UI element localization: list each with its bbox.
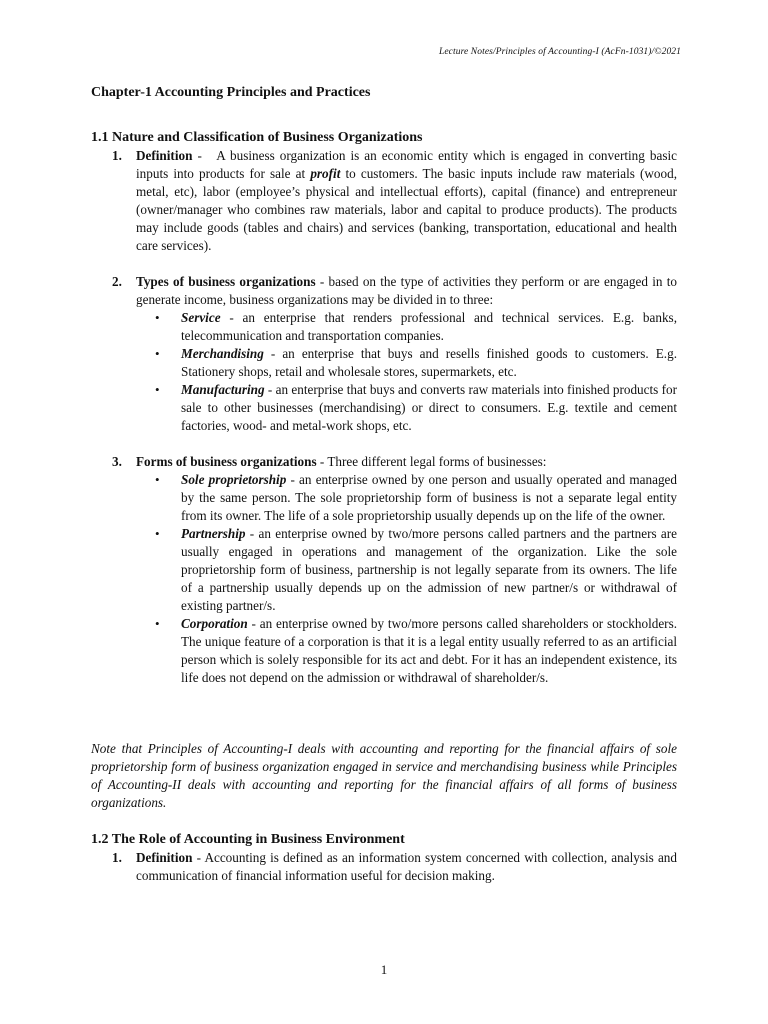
- bullet-term: Service: [181, 310, 221, 325]
- item-lead: Types of business organizations: [136, 274, 316, 289]
- item-text: Accounting is defined as an information system concerned with collection, analysis and communication of financial information useful for decision making.: [136, 850, 677, 883]
- bullet-icon: •: [155, 526, 160, 541]
- bullet-term: Manufacturing: [181, 382, 265, 397]
- bullet-partnership: [136, 525, 677, 615]
- running-header: Lecture Notes/Principles of Accounting-I (AcFn-1031)/©2021: [438, 47, 681, 57]
- section-1-2: [91, 831, 677, 885]
- bullet-service: [136, 309, 677, 345]
- bullet-icon: •: [155, 472, 160, 487]
- bullet-icon: •: [155, 310, 160, 325]
- bullet-text: - an enterprise that renders professional and technical services. E.g. banks, telecommunication and transportation companies.: [181, 310, 677, 343]
- item-lead: Definition: [136, 850, 193, 865]
- bullet-icon: •: [155, 382, 160, 397]
- item-number: 1.: [112, 850, 122, 865]
- item-separator: -: [192, 148, 217, 163]
- forms-bullet-list: [91, 471, 677, 687]
- bullet-manufacturing: [136, 381, 677, 435]
- bullet-term: Corporation: [181, 616, 248, 631]
- note-paragraph: Note that Principles of Accounting-I deals with accounting and reporting for the financial affairs of sole proprietorship form of business organization engaged in service and merchandising business while Principles of Accounting-II deals with accounting and reporting for the financial affairs of all forms of business organizations.: [91, 741, 677, 810]
- item-separator: -: [315, 274, 329, 289]
- bullet-text: - an enterprise that buys and converts raw materials into finished products for sale to other businesses (merchandising) or direct to consumers. E.g. textile and cement factories, wood- and metal-work shops, etc.: [181, 382, 677, 433]
- bullet-term: Partnership: [181, 526, 246, 541]
- bullet-text: - an enterprise that buys and resells finished goods to customers. E.g. Stationery shops, retail and wholesale stores, supermarkets, etc.: [181, 346, 677, 379]
- bullet-merchandising: [136, 345, 677, 381]
- bullet-icon: •: [155, 616, 160, 631]
- section-1-1: [91, 129, 677, 687]
- bullet-term: Merchandising: [181, 346, 264, 361]
- item-number: 1.: [112, 148, 122, 163]
- bullet-text: - an enterprise owned by one person and usually operated and managed by the same person. The sole proprietorship form of business is not a separate legal entity from its owner. The life of a sole proprietorship usually depends up on the life of the owner.: [181, 472, 678, 523]
- item-number: 3.: [112, 454, 122, 469]
- chapter-title: Chapter-1 Accounting Principles and Practices: [91, 85, 371, 100]
- emphasis-profit: profit: [310, 166, 341, 181]
- bullet-text: - an enterprise owned by two/more persons called partners and the partners are usually engaged in operations and management of the organization. Like the sole proprietorship form of business, partnership is not legally separate from its owners. The life of a partnership usually depends up on the admission of new partner/s or withdrawal of existing partner/s.: [181, 526, 677, 613]
- item-text: based on the type of activities they perform or are engaged in to generate income, business organizations may be divided in to three:: [136, 274, 677, 307]
- list-item-forms: [91, 453, 677, 471]
- types-bullet-list: [91, 309, 677, 435]
- item-text: Three different legal forms of businesses:: [327, 454, 547, 469]
- list-item-accounting-definition: [91, 849, 677, 885]
- section-heading: 1.1 Nature and Classification of Business Organizations: [91, 130, 423, 145]
- list-item-types: [91, 273, 677, 309]
- bullet-term: Sole proprietorship: [181, 472, 287, 487]
- bullet-text: - an enterprise owned by two/more persons called shareholders or stockholders. The unique feature of a corporation is that it is a legal entity usually referred to as an artificial person which is solely responsible for its act and debt. For it has an independent existence, its life does not depend on the admission or withdrawal of shareholder/s.: [181, 616, 677, 685]
- item-lead: Forms of business organizations: [136, 454, 317, 469]
- bullet-icon: •: [155, 346, 160, 361]
- item-number: 2.: [112, 274, 122, 289]
- item-text: A business organization is an economic entity which is engaged in converting basic inputs into products for sale at: [136, 148, 677, 181]
- item-separator: -: [192, 850, 205, 865]
- bullet-corporation: [136, 615, 677, 687]
- page-number: 1: [380, 962, 388, 977]
- section-heading: 1.2 The Role of Accounting in Business Environment: [91, 832, 405, 847]
- item-lead: Definition: [136, 148, 193, 163]
- item-separator: -: [316, 454, 328, 469]
- item-text: to customers. The basic inputs include raw materials (wood, metal, etc), labor (employee’s physical and intellectual efforts), capital (finance) and entrepreneur (owner/manager who combines raw materials, labor and capital to produce products). The products may include goods (tables and chairs) and services (banking, transportation, educational and health care services).: [136, 166, 677, 253]
- bullet-sole-proprietorship: [136, 471, 677, 525]
- list-item-definition: [91, 147, 677, 255]
